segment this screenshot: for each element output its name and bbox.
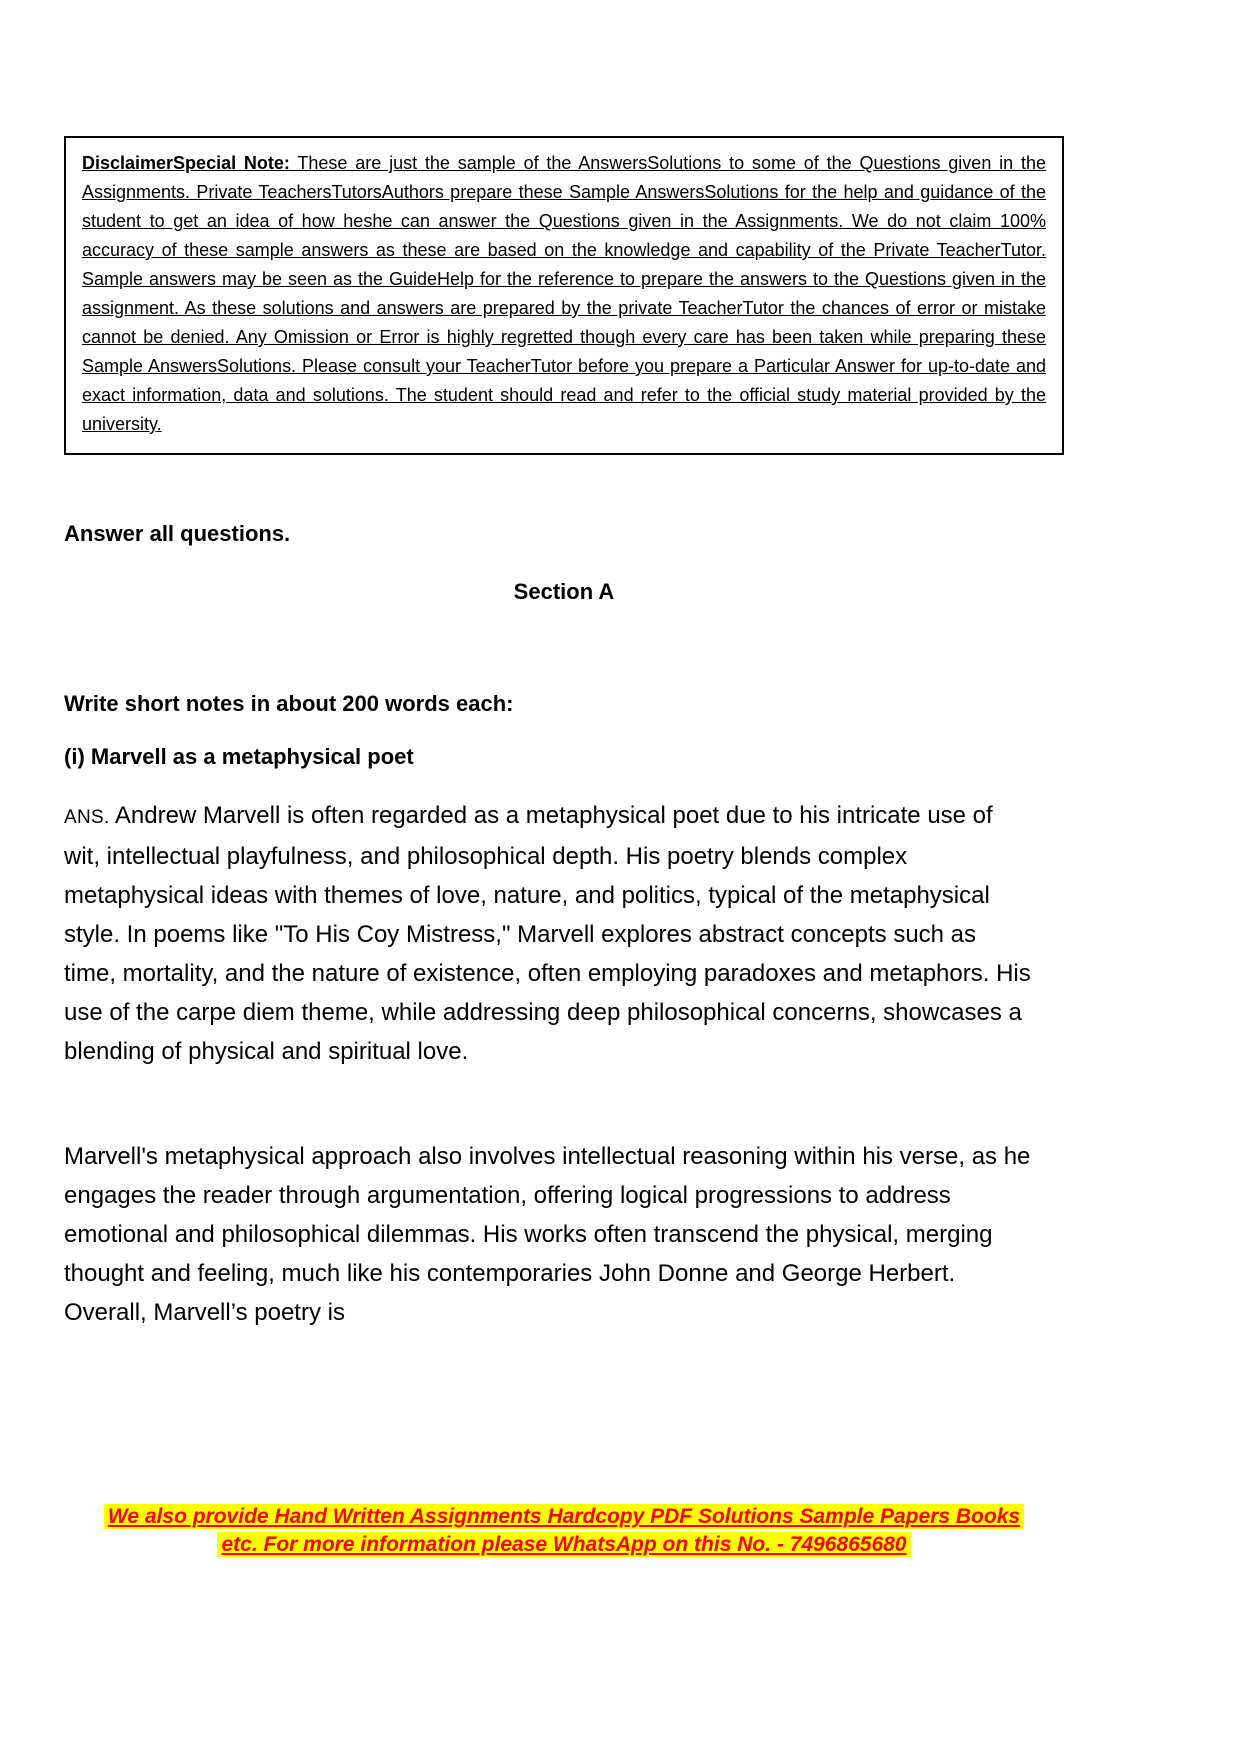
promo-footer-line-1 [64, 1503, 1064, 1531]
heading-write-short-notes: Write short notes in about 200 words each: [64, 691, 514, 716]
page-content [64, 0, 1064, 1332]
disclaimer-label: DisclaimerSpecial Note: [82, 153, 290, 173]
answer-paragraph-1-text: Andrew Marvell is often regarded as a metaphysical poet due to his intricate use of wit, intellectual playfulness, and philosophical depth. His poetry blends complex metaphysical ideas with themes of love, nature, and politics, typical of the metaphysical style. In poems like "To His Coy Mistress," Marvell explores abstract concepts such as time, mortality, and the nature of existence, often employing paradoxes and metaphors. His use of the carpe diem theme, while addressing deep philosophical concerns, showcases a blending of physical and spiritual love. [64, 802, 1031, 1065]
disclaimer-text [82, 149, 1046, 439]
answer-paragraph-2: Marvell's metaphysical approach also involves intellectual reasoning within his verse, as he engages the reader through argumentation, offering logical progressions to address emotional and philosophical dilemmas. His works often transcend the physical, merging thought and feeling, much like his contemporaries John Donne and George Herbert. Overall, Marvell’s poetry is [64, 1143, 1031, 1326]
heading-question-i: (i) Marvell as a metaphysical poet [64, 744, 414, 769]
heading-section-a: Section A [513, 579, 615, 604]
disclaimer-box [64, 136, 1064, 455]
answer-label: ANS. [64, 807, 110, 828]
promo-footer-line-2 [64, 1531, 1064, 1559]
promo-footer-line-1-text: We also provide Hand Written Assignments Hardcopy PDF Solutions Sample Papers Books [104, 1504, 1024, 1529]
disclaimer-body: These are just the sample of the AnswersSolutions to some of the Questions given in the Assignments. Private TeachersTutorsAuthors prepare these Sample AnswersSolutions for the help and guidance of the student to get an idea of how heshe can answer the Questions given in the Assignments. We do not claim 100% accuracy of these sample answers as these are based on the knowledge and capability of the Private TeacherTutor. Sample answers may be seen as the GuideHelp for the reference to prepare the answers to the Questions given in the assignment. As these solutions and answers are prepared by the private TeacherTutor the chances of error or mistake cannot be denied. Any Omission or Error is highly regretted though every care has been taken while preparing these Sample AnswersSolutions. Please consult your TeacherTutor before you prepare a Particular Answer for up-to-date and exact information, data and solutions. The student should read and refer to the official study material provided by the university. [82, 153, 1046, 434]
heading-answer-all-questions: Answer all questions. [64, 521, 291, 546]
answer-paragraph-1 [64, 796, 1032, 1071]
promo-footer-line-2-text: etc. For more information please WhatsApp on this No. - 7496865680 [217, 1532, 910, 1557]
promo-footer [64, 1503, 1064, 1559]
